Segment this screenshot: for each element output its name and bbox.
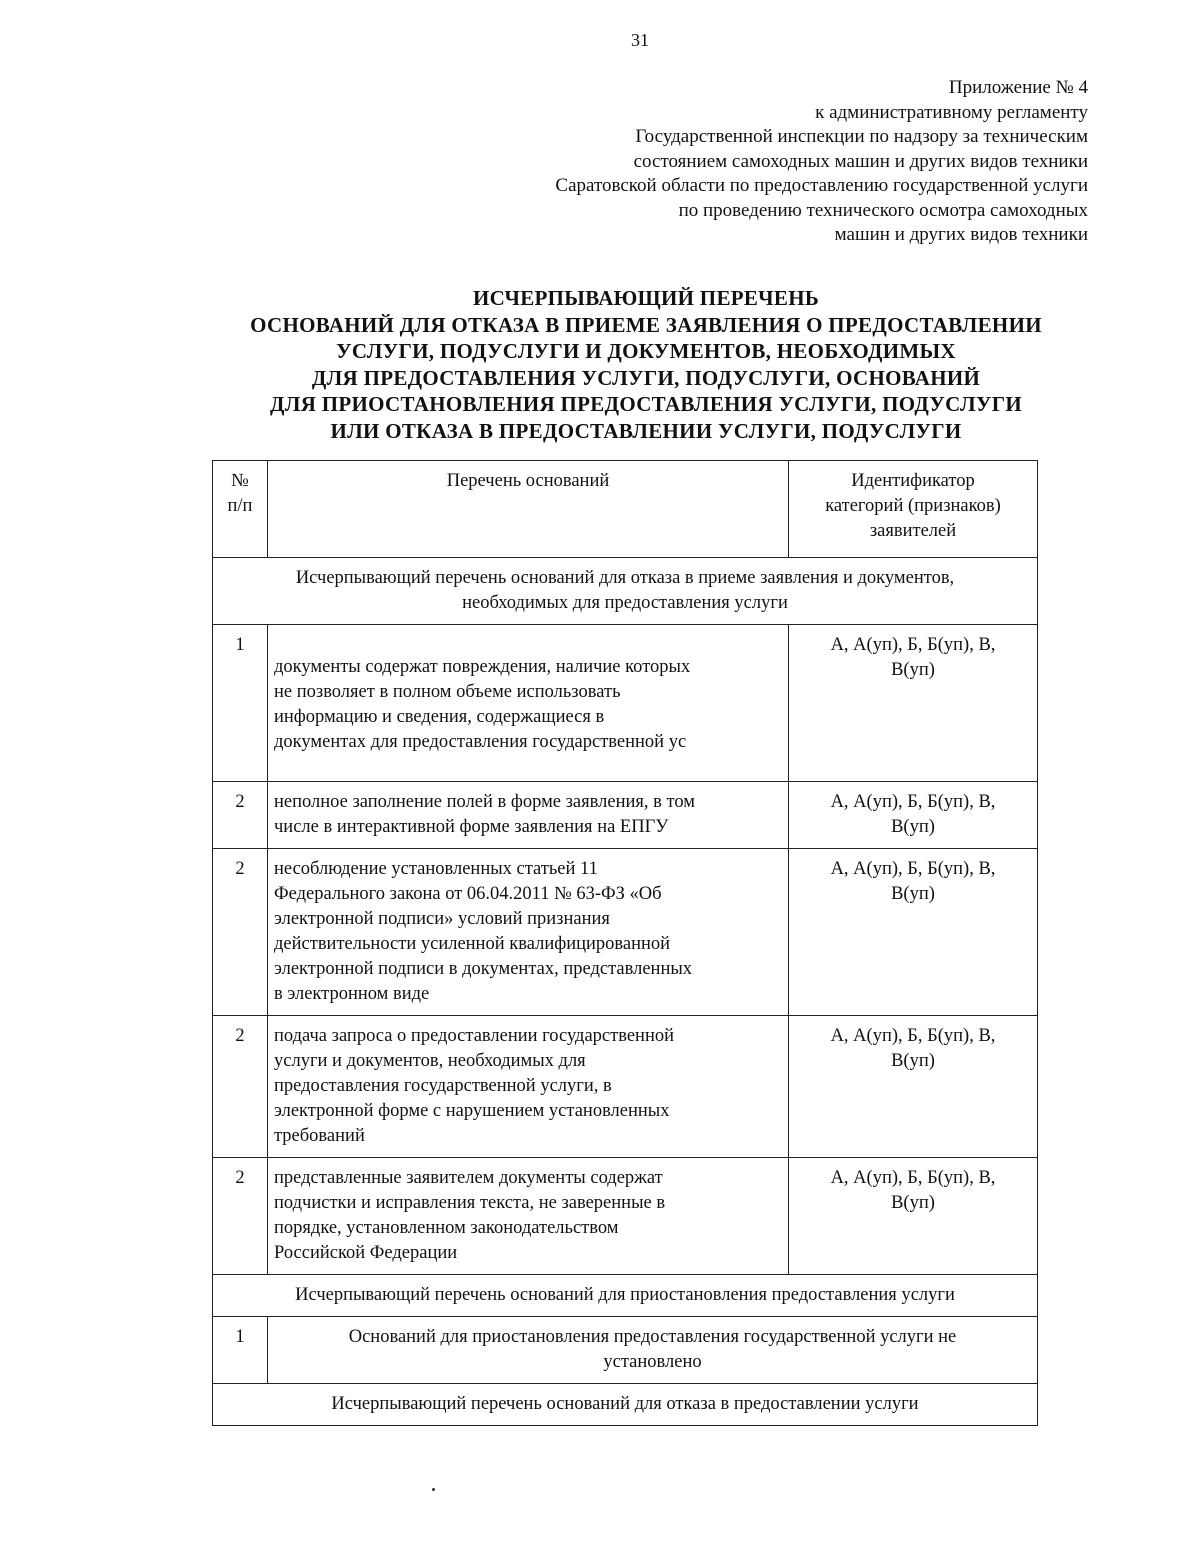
table-row (213, 782, 1038, 849)
header-identifier-line: заявителей (869, 521, 957, 541)
row-text-line: в электронном виде (274, 984, 430, 1004)
page-number: 31 (631, 30, 649, 50)
row-text-line: действительности усиленной квалифицированной (274, 934, 671, 954)
row-identifier-line: А, А(уп), Б, Б(уп), В, (830, 859, 996, 879)
title-line: ИЛИ ОТКАЗА В ПРЕДОСТАВЛЕНИИ УСЛУГИ, ПОДУСЛУГИ (330, 418, 962, 443)
row-identifier-line: А, А(уп), Б, Б(уп), В, (830, 1168, 996, 1188)
header-grounds: Перечень оснований (268, 461, 789, 558)
document-title (140, 285, 1152, 444)
grounds-table (212, 460, 1038, 1426)
row-text-line: Федерального закона от 06.04.2011 № 63-ФЗ «Об (274, 884, 662, 904)
row-text-line: порядке, установленном законодательством (274, 1218, 619, 1238)
row-grounds-text (268, 1158, 789, 1275)
row-grounds-text (268, 1016, 789, 1158)
row-text-line: числе в интерактивной форме заявления на ЕПГУ (274, 817, 669, 837)
row-identifier (789, 849, 1038, 1016)
row-text-line: услуги и документов, необходимых для (274, 1051, 586, 1071)
row-text-line: подчистки и исправления текста, не заверенные в (274, 1193, 666, 1213)
row-text-line: документы содержат повреждения, наличие которых (274, 657, 691, 677)
appendix-line: состоянием самоходных машин и других видов техники (633, 150, 1088, 172)
table-row (213, 1158, 1038, 1275)
title-line: ОСНОВАНИЙ ДЛЯ ОТКАЗА В ПРИЕМЕ ЗАЯВЛЕНИЯ О ПРЕДОСТАВЛЕНИИ (250, 312, 1042, 337)
header-number (213, 461, 268, 558)
row-number: 1 (213, 1317, 268, 1384)
row-identifier-line: А, А(уп), Б, Б(уп), В, (830, 792, 996, 812)
section-heading-line: необходимых для предоставления услуги (462, 593, 788, 613)
row-number: 2 (213, 1158, 268, 1275)
table-row-suspension (213, 1317, 1038, 1384)
row-text-line: информацию и сведения, содержащиеся в (274, 707, 605, 727)
row-identifier-line: А, А(уп), Б, Б(уп), В, (830, 1026, 996, 1046)
title-line: ДЛЯ ПРЕДОСТАВЛЕНИЯ УСЛУГИ, ПОДУСЛУГИ, ОСНОВАНИЙ (311, 365, 981, 390)
header-number-line: № (231, 471, 249, 491)
title-line: ИСЧЕРПЫВАЮЩИЙ ПЕРЕЧЕНЬ (472, 286, 820, 310)
title-line: УСЛУГИ, ПОДУСЛУГИ И ДОКУМЕНТОВ, НЕОБХОДИМЫХ (336, 339, 956, 363)
section-heading (213, 558, 1038, 625)
row-identifier (789, 625, 1038, 782)
row-text-line: установлено (603, 1352, 702, 1372)
section-row-refusal-provision (213, 1384, 1038, 1426)
row-identifier (789, 1158, 1038, 1275)
row-identifier-line: В(уп) (891, 1193, 935, 1213)
row-text-line: неполное заполнение полей в форме заявления, в том (274, 792, 695, 812)
row-text-line: несоблюдение установленных статьей 11 (274, 859, 598, 879)
table-header-row (213, 461, 1038, 558)
section-row-refusal-acceptance (213, 558, 1038, 625)
row-text-line: документах для предоставления государственной ус (274, 732, 687, 752)
appendix-line: к административному регламенту (815, 101, 1088, 123)
row-text-line: Российской Федерации (274, 1243, 458, 1263)
header-identifier-line: категорий (признаков) (825, 496, 1001, 516)
appendix-line: Саратовской области по предоставлению государственной услуги (555, 175, 1088, 196)
table-row (213, 1016, 1038, 1158)
row-number: 2 (213, 1016, 268, 1158)
table-row (213, 625, 1038, 782)
row-identifier-line: А, А(уп), Б, Б(уп), В, (830, 635, 996, 655)
row-suspension-text (268, 1317, 1038, 1384)
section-heading: Исчерпывающий перечень оснований для приостановления предоставления услуги (213, 1275, 1038, 1317)
row-text-line: предоставления государственной услуги, в (274, 1076, 612, 1096)
row-identifier-line: В(уп) (891, 660, 935, 680)
row-text-line: подача запроса о предоставлении государственной (274, 1026, 675, 1046)
row-grounds-text (268, 625, 789, 782)
appendix-header (368, 76, 1088, 248)
row-grounds-text (268, 849, 789, 1016)
row-number: 1 (213, 625, 268, 782)
section-heading-line: Исчерпывающий перечень оснований для отказа в приеме заявления и документов, (295, 568, 955, 588)
row-identifier (789, 1016, 1038, 1158)
row-number: 2 (213, 782, 268, 849)
header-number-line: п/п (227, 496, 253, 516)
row-identifier-line: В(уп) (891, 817, 935, 837)
row-identifier-line: В(уп) (891, 1051, 935, 1071)
row-text-line: Оснований для приостановления предоставления государственной услуги не (348, 1327, 957, 1347)
header-identifier (789, 461, 1038, 558)
appendix-line: Государственной инспекции по надзору за техническим (635, 126, 1088, 147)
table-row (213, 849, 1038, 1016)
row-number: 2 (213, 849, 268, 1016)
row-text-line: электронной форме с нарушением установленных (274, 1101, 670, 1121)
row-text-line: электронной подписи в документах, представленных (274, 959, 693, 979)
section-row-suspension (213, 1275, 1038, 1317)
header-identifier-line: Идентификатор (851, 471, 975, 491)
scan-speck (432, 1488, 435, 1491)
row-text-line: электронной подписи» условий признания (274, 909, 610, 929)
appendix-line: машин и других видов техники (834, 224, 1088, 245)
appendix-line: по проведению технического осмотра самоходных (678, 199, 1088, 221)
row-identifier-line: В(уп) (891, 884, 935, 904)
appendix-line: Приложение № 4 (948, 77, 1088, 98)
row-text-line: не позволяет в полном объеме использовать (274, 682, 621, 702)
title-line: ДЛЯ ПРИОСТАНОВЛЕНИЯ ПРЕДОСТАВЛЕНИЯ УСЛУГИ, ПОДУСЛУГИ (270, 392, 1022, 416)
section-heading: Исчерпывающий перечень оснований для отказа в предоставлении услуги (213, 1384, 1038, 1426)
row-grounds-text (268, 782, 789, 849)
row-text-line: требований (274, 1126, 365, 1146)
row-identifier (789, 782, 1038, 849)
row-text-line: представленные заявителем документы содержат (274, 1168, 663, 1188)
